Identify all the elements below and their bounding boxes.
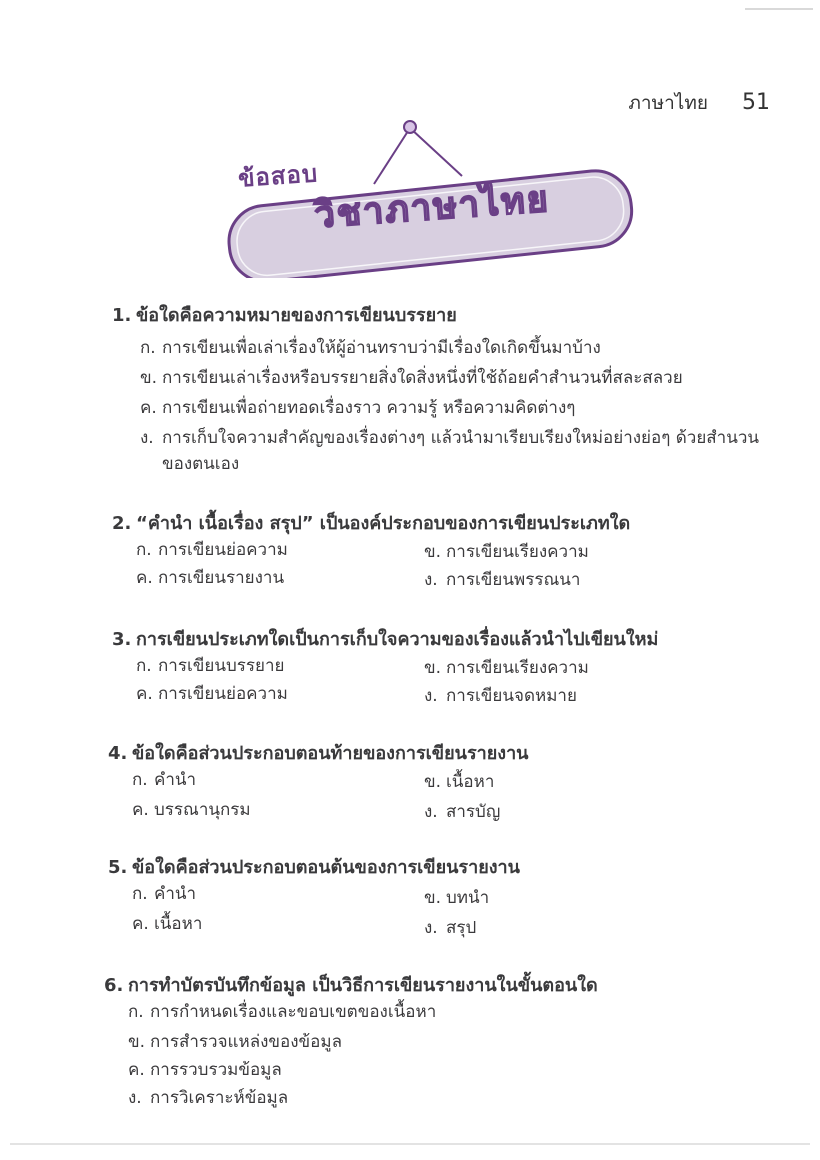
page-edge-top	[745, 8, 813, 10]
option-label: ข.	[424, 888, 442, 908]
option-text: การเขียนเรียงความ	[446, 542, 589, 562]
option-text: การเขียนบรรยาย	[158, 656, 285, 676]
question-1-option-a	[140, 334, 601, 361]
question-2-option-c	[136, 564, 284, 591]
option-label: ข.	[424, 772, 442, 792]
question-2-option-a	[136, 536, 288, 563]
question-3-option-d	[424, 682, 577, 709]
question-3-heading	[112, 624, 658, 653]
question-5-option-b	[424, 884, 489, 911]
option-label: ง.	[140, 428, 154, 448]
option-label: ง.	[424, 686, 438, 706]
option-label: ค.	[136, 684, 153, 704]
option-text: คำนำ	[154, 884, 197, 904]
question-3-option-a	[136, 652, 285, 679]
question-6-heading	[104, 970, 598, 999]
question-text: ข้อใดคือส่วนประกอบตอนท้ายของการเขียนรายงาน	[132, 743, 529, 764]
option-label: ข.	[424, 658, 442, 678]
option-label: ก.	[136, 540, 152, 560]
question-number: 3.	[112, 629, 132, 650]
option-label: ค.	[132, 800, 149, 820]
question-4-option-d	[424, 798, 500, 825]
option-label: ก.	[136, 656, 152, 676]
question-text: การทำบัตรบันทึกข้อมูล เป็นวิธีการเขียนรายงานในขั้นตอนใด	[128, 975, 598, 996]
option-label: ค.	[132, 914, 149, 934]
question-5-option-a	[132, 880, 196, 907]
option-label: ค.	[140, 398, 157, 418]
option-text: การเขียนเพื่อถ่ายทอดเรื่องราว ความรู้ หรือความคิดต่างๆ	[162, 398, 576, 418]
option-label: ข.	[424, 542, 442, 562]
running-head-subject: ภาษาไทย	[628, 92, 708, 114]
question-1-option-d-continuation: ของตนเอง	[162, 454, 240, 474]
option-text: การเก็บใจความสำคัญของเรื่องต่างๆ แล้วนำมาเรียบเรียงใหม่อย่างย่อๆ ด้วยสำนวน	[162, 428, 760, 448]
question-number: 4.	[108, 743, 128, 764]
option-text: การวิเคราะห์ข้อมูล	[150, 1088, 289, 1108]
question-6-option-a	[128, 998, 436, 1025]
option-label: ง.	[128, 1088, 142, 1108]
question-text: “คำนำ เนื้อเรื่อง สรุป” เป็นองค์ประกอบของการเขียนประเภทใด	[136, 513, 631, 534]
question-4-heading	[108, 738, 528, 767]
question-number: 6.	[104, 975, 124, 996]
option-label: ง.	[424, 802, 438, 822]
option-label: ข.	[140, 368, 158, 388]
question-number: 2.	[112, 513, 132, 534]
title-banner	[222, 118, 642, 278]
option-text: เนื้อหา	[446, 772, 495, 792]
question-1-heading	[112, 300, 457, 329]
option-text: สารบัญ	[446, 802, 501, 822]
question-1-option-b	[140, 364, 683, 391]
question-1-option-c	[140, 394, 575, 421]
question-4-option-a	[132, 766, 196, 793]
question-6-option-c	[128, 1056, 282, 1083]
option-text: เนื้อหา	[154, 914, 203, 934]
option-text: บรรณานุกรม	[154, 800, 251, 820]
question-number: 1.	[112, 305, 132, 326]
question-2-option-b	[424, 538, 589, 565]
question-5-option-d	[424, 914, 476, 941]
option-label: ข.	[128, 1032, 146, 1052]
option-label: ง.	[424, 918, 438, 938]
option-text: การเขียนรายงาน	[158, 568, 285, 588]
option-text: บทนำ	[446, 888, 490, 908]
question-2-option-d	[424, 566, 580, 593]
question-3-option-b	[424, 654, 589, 681]
option-text: การเขียนเพื่อเล่าเรื่องให้ผู้อ่านทราบว่ามีเรื่องใดเกิดขึ้นมาบ้าง	[162, 338, 601, 358]
option-text: การเขียนย่อความ	[158, 540, 288, 560]
option-label: ค.	[136, 568, 153, 588]
question-2-heading	[112, 508, 630, 537]
question-6-option-b	[128, 1028, 342, 1055]
running-head	[628, 88, 770, 118]
option-text: การกำหนดเรื่องและขอบเขตของเนื้อหา	[150, 1002, 437, 1022]
option-label: ก.	[140, 338, 156, 358]
question-6-option-d	[128, 1084, 288, 1111]
banner-title: วิชาภาษาไทย	[313, 178, 552, 237]
page-edge-bottom	[10, 1143, 810, 1145]
page-number: 51	[742, 90, 770, 115]
banner-small-text: ข้อสอบ	[237, 159, 320, 193]
option-text: การรวบรวมข้อมูล	[150, 1060, 282, 1080]
option-label: ก.	[132, 884, 148, 904]
question-3-option-c	[136, 680, 288, 707]
option-text: การสำรวจแหล่งของข้อมูล	[150, 1032, 342, 1052]
question-text: การเขียนประเภทใดเป็นการเก็บใจความของเรื่องแล้วนำไปเขียนใหม่	[136, 629, 659, 650]
option-label: ก.	[132, 770, 148, 790]
question-5-option-c	[132, 910, 202, 937]
question-text: ข้อใดคือความหมายของการเขียนบรรยาย	[136, 305, 457, 326]
option-text: การเขียนย่อความ	[158, 684, 288, 704]
question-4-option-c	[132, 796, 251, 823]
option-text: สรุป	[446, 918, 477, 938]
option-text: การเขียนเรียงความ	[446, 658, 589, 678]
option-label: ค.	[128, 1060, 145, 1080]
option-label: ง.	[424, 570, 438, 590]
option-label: ก.	[128, 1002, 144, 1022]
option-text: การเขียนพรรณนา	[446, 570, 581, 590]
option-text: คำนำ	[154, 770, 197, 790]
option-text: การเขียนเล่าเรื่องหรือบรรยายสิ่งใดสิ่งหนึ่งที่ใช้ถ้อยคำสำนวนที่สละสลวย	[162, 368, 683, 388]
question-4-option-b	[424, 768, 494, 795]
question-1-option-d	[140, 424, 759, 451]
question-text: ข้อใดคือส่วนประกอบตอนต้นของการเขียนรายงาน	[132, 857, 520, 878]
question-number: 5.	[108, 857, 128, 878]
question-5-heading	[108, 852, 520, 881]
option-text: การเขียนจดหมาย	[446, 686, 577, 706]
